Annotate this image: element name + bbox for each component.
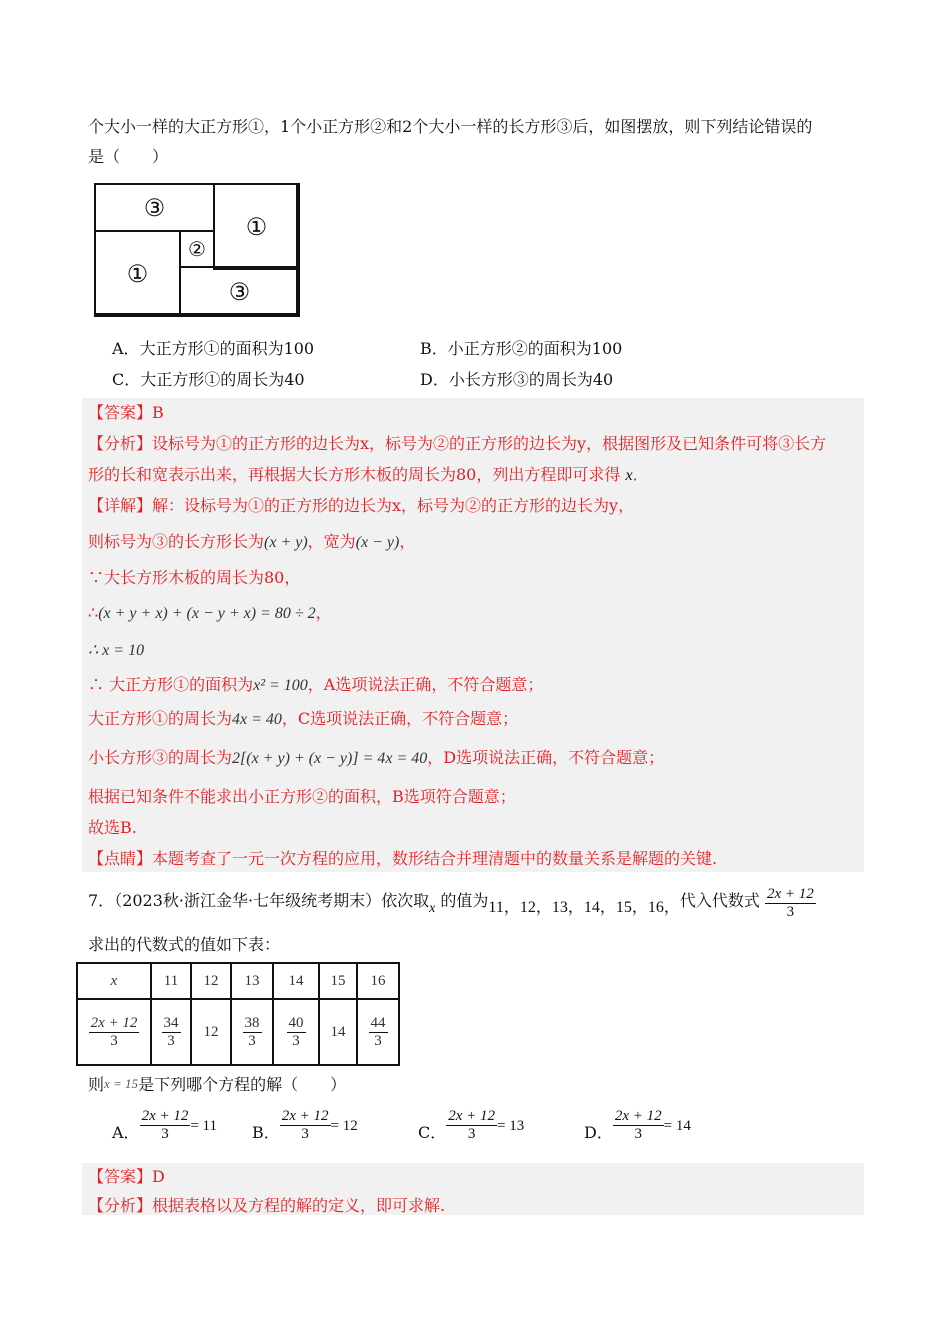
table-row — [77, 963, 399, 999]
q6-analysis-line2: 形的长和宽表示出来，再根据大长方形木板的周长为80，列出方程即可求得 x． — [88, 465, 649, 484]
q6-detail-line9: 根据已知条件不能求出小正方形②的面积，B选项符合题意； — [88, 787, 516, 806]
diagram-rect-bottom: ③ — [179, 266, 300, 317]
diagram-rect-top: ③ — [94, 183, 215, 232]
q6-comment: 【点睛】本题考查了一元一次方程的应用，数形结合并理清题中的数量关系是解题的关键. — [88, 849, 718, 868]
q7-option-a[interactable]: A． $\frac{2x + 12}{3}$ = 11 — [112, 1108, 217, 1142]
table-cell: 12 — [191, 999, 231, 1065]
q6-detail-line1: 【详解】解：设标号为①的正方形的边长为x，标号为②的正方形的边长为y， — [88, 496, 635, 515]
q6-option-b[interactable]: B．小正方形②的面积为100 — [420, 339, 623, 358]
table-cell: $\frac{34}{3}$ — [151, 999, 191, 1065]
q6-detail-line3: ∵大长方形木板的周长为80， — [88, 568, 301, 587]
table-cell: $\frac{38}{3}$ — [231, 999, 273, 1065]
q7-analysis: 【分析】根据表格以及方程的解的定义，即可求解. — [88, 1196, 446, 1215]
q6-stem-line1: 个大小一样的大正方形①，1个小正方形②和2个大小一样的长方形③后，如图摆放，则下列结论错误的 — [88, 117, 813, 136]
q6-analysis-line1: 【分析】设标号为①的正方形的边长为x，标号为②的正方形的边长为y，根据图形及已知条件可将③长方 — [88, 434, 827, 453]
table-cell: 14 — [273, 963, 319, 999]
q6-detail-line10: 故选B. — [88, 818, 137, 837]
table-cell: 12 — [191, 963, 231, 999]
table-header-expr: $\frac{2x + 12}{3}$ — [77, 999, 151, 1065]
table-cell: $\frac{40}{3}$ — [273, 999, 319, 1065]
q6-option-a[interactable]: A．大正方形①的面积为100 — [112, 339, 315, 358]
q6-detail-line2: 则标号为③的长方形长为(x + y)，宽为(x − y)， — [88, 532, 416, 551]
table-header-x: x — [77, 963, 151, 999]
q6-diagram — [94, 183, 298, 315]
q7-option-c[interactable]: C． $\frac{2x + 12}{3}$ = 13 — [418, 1108, 525, 1142]
q6-option-d[interactable]: D．小长方形③的周长为40 — [420, 370, 614, 389]
table-cell: 13 — [231, 963, 273, 999]
q6-option-c[interactable]: C．大正方形①的周长为40 — [112, 370, 305, 389]
q7-question: 则x = 15是下列哪个方程的解（ ） — [88, 1075, 347, 1094]
q7-stem-line2: 求出的代数式的值如下表： — [88, 935, 281, 954]
q6-detail-line8: 小长方形③的周长为2[(x + y) + (x − y)] = 4x = 40，D选项说法正确，不符合题意； — [88, 748, 665, 767]
table-cell: 14 — [319, 999, 357, 1065]
diagram-square-small: ② — [179, 230, 215, 268]
q7-stem-line1: 7．（2023秋·浙江金华·七年级统考期末）依次取x 的值为11，12，13，14，15，16，代入代数式 $\frac{2x + 12}{3}$ — [88, 886, 814, 920]
q7-option-d[interactable]: D． $\frac{2x + 12}{3}$ = 14 — [584, 1108, 691, 1142]
table-cell: 16 — [357, 963, 399, 999]
table-cell: 15 — [319, 963, 357, 999]
diagram-square-left: ① — [94, 230, 181, 317]
q6-detail-line7: 大正方形①的周长为4x = 40，C选项说法正确，不符合题意； — [88, 709, 519, 728]
q6-answer: 【答案】B — [88, 403, 164, 422]
diagram-square-right: ① — [213, 183, 300, 270]
q7-option-b[interactable]: B． $\frac{2x + 12}{3}$ = 12 — [252, 1108, 358, 1142]
table-cell: $\frac{44}{3}$ — [357, 999, 399, 1065]
q6-detail-line5: ∴ x = 10 — [88, 642, 145, 659]
q6-stem-line2: 是（ ） — [88, 147, 169, 166]
q7-values-table — [76, 962, 400, 1066]
q7-answer: 【答案】D — [88, 1167, 165, 1186]
q6-detail-line4: ∴(x + y + x) + (x − y + x) = 80 ÷ 2， — [88, 603, 332, 622]
q7-expression: $\frac{2x + 12}{3}$ — [766, 886, 814, 920]
table-cell: 11 — [151, 963, 191, 999]
q6-detail-line6: ∴ 大正方形①的面积为x² = 100，A选项说法正确，不符合题意； — [88, 675, 544, 694]
table-row — [77, 999, 399, 1065]
